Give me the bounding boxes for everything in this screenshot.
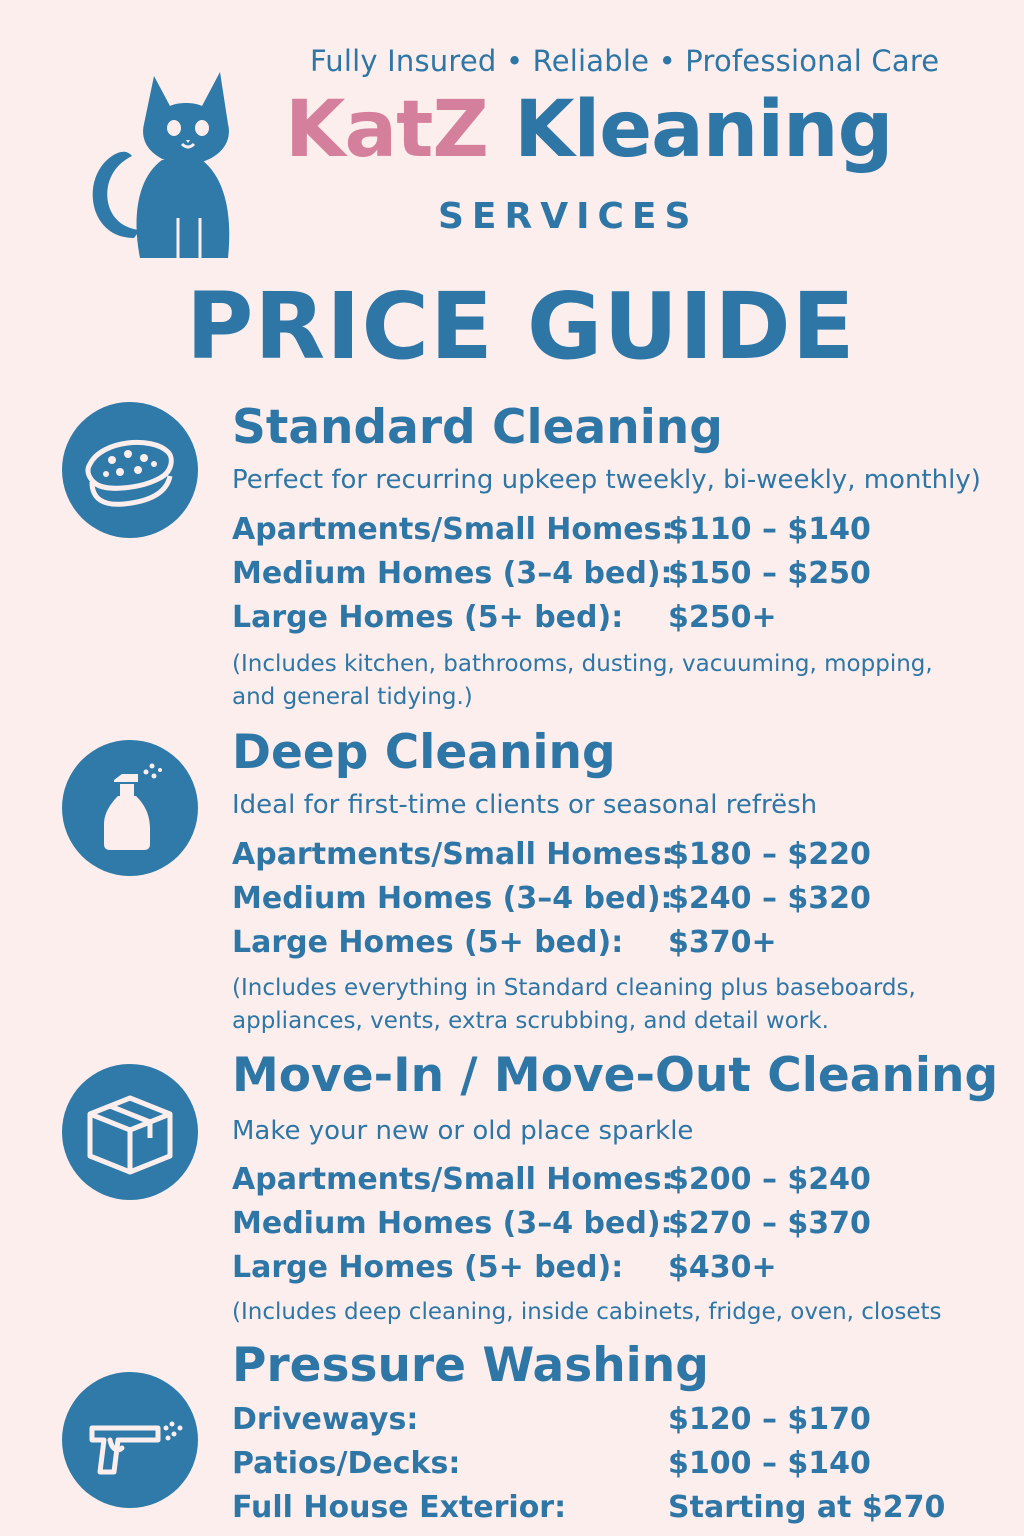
price-row: [232, 1206, 992, 1246]
price-value: $370+: [668, 925, 777, 960]
price-label: Driveways:: [232, 1402, 419, 1437]
section-subtitle-deep: Ideal for first-time clients or seasonal refrësh: [232, 790, 818, 820]
pressure-washer-icon: [62, 1372, 198, 1508]
price-label: Full House Exterior:: [232, 1490, 567, 1525]
price-value: $430+: [668, 1250, 777, 1285]
price-value: $150 – $250: [668, 556, 871, 591]
section-title-pressure: Pressure Washing: [232, 1338, 709, 1393]
price-row: [232, 600, 992, 640]
spray-bottle-icon: [62, 740, 198, 876]
cat-icon: [82, 68, 248, 260]
price-row: [232, 925, 992, 965]
price-value: $250+: [668, 600, 777, 635]
sponge-icon: [62, 402, 198, 538]
price-label: Large Homes (5+ bed):: [232, 600, 624, 635]
brand-katz: KatZ: [285, 85, 488, 175]
brand-services: SERVICES: [438, 196, 699, 237]
price-label: Apartments/Small Homes:: [232, 512, 674, 547]
section-note-standard: (Includes kitchen, bathrooms, dusting, vacuuming, mopping, and general tidying.): [232, 651, 933, 710]
price-value: $110 – $140: [668, 512, 871, 547]
section-note-move: (Includes deep cleaning, inside cabinets, fridge, oven, closets: [232, 1299, 942, 1325]
section-title-deep: Deep Cleaning: [232, 725, 616, 780]
price-row: [232, 837, 992, 877]
price-label: Apartments/Small Homes:: [232, 837, 674, 872]
price-row: [232, 1162, 992, 1202]
price-row: [232, 881, 992, 921]
section-title-move: Move-In / Move-Out Cleaning: [232, 1048, 999, 1103]
price-label: Medium Homes (3–4 bed):: [232, 1206, 673, 1241]
brand-kleaning: Kleaning: [514, 85, 893, 175]
price-row: [232, 512, 992, 552]
price-label: Medium Homes (3–4 bed):: [232, 881, 673, 916]
price-row: [232, 556, 992, 596]
price-value: $100 – $140: [668, 1446, 871, 1481]
section-subtitle-move: Make your new or old place sparkle: [232, 1116, 694, 1146]
section-note-deep: (Includes everything in Standard cleaning plus baseboards, appliances, vents, extra scrubbing, and detail work.: [232, 975, 916, 1034]
price-label: Large Homes (5+ bed):: [232, 1250, 624, 1285]
price-value: $120 – $170: [668, 1402, 871, 1437]
page-title: PRICE GUIDE: [186, 273, 856, 380]
brand-name: [285, 85, 893, 175]
price-value: $270 – $370: [668, 1206, 871, 1241]
section-subtitle-standard: Perfect for recurring upkeep tweekly, bi-weekly, monthly): [232, 465, 981, 495]
price-label: Medium Homes (3–4 bed):: [232, 556, 673, 591]
price-value: $200 – $240: [668, 1162, 871, 1197]
box-icon: [62, 1064, 198, 1200]
price-row: [232, 1490, 992, 1530]
price-label: Apartments/Small Homes:: [232, 1162, 674, 1197]
section-title-standard: Standard Cleaning: [232, 400, 723, 455]
price-value: $180 – $220: [668, 837, 871, 872]
price-value: $240 – $320: [668, 881, 871, 916]
price-row: [232, 1446, 992, 1486]
price-row: [232, 1402, 992, 1442]
tagline: Fully Insured • Reliable • Professional Care: [310, 44, 940, 78]
price-row: [232, 1250, 992, 1290]
price-value: Starting at $270: [668, 1490, 946, 1525]
price-label: Patios/Decks:: [232, 1446, 461, 1481]
price-label: Large Homes (5+ bed):: [232, 925, 624, 960]
